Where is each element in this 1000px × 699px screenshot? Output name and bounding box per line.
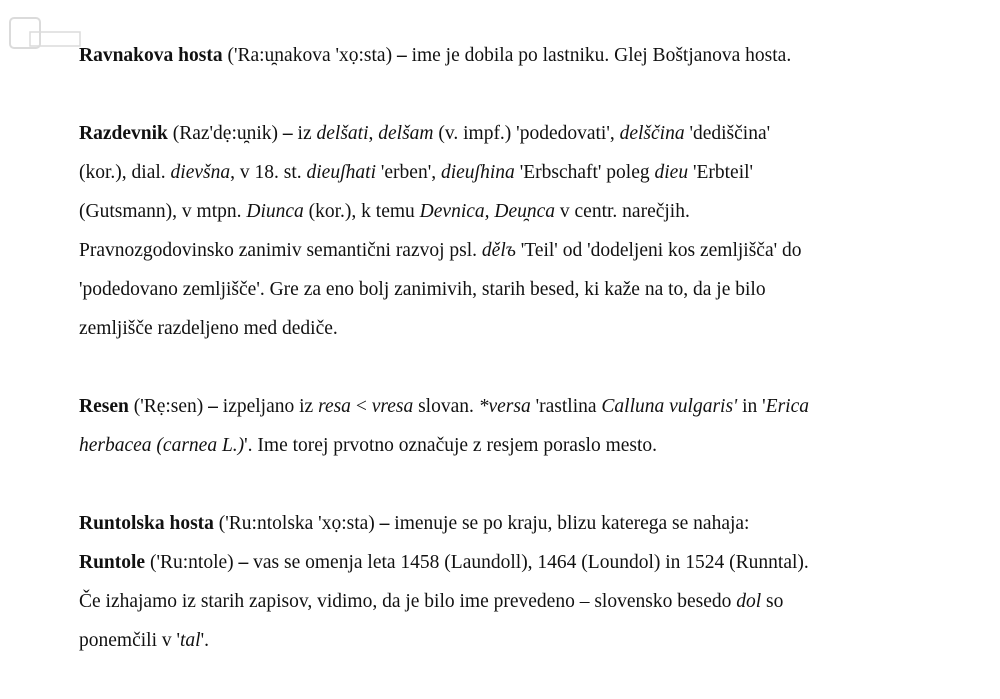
text-run: Pravnozgodovinsko zanimiv semantični razvoj psl. (79, 240, 482, 261)
text-run: 'Teil' od 'dodeljeni kos zemljišča' do (515, 240, 802, 261)
italic-text: delščina (619, 123, 685, 144)
text-run: imenuje se po kraju, blizu katerega se nahaja: (389, 513, 750, 534)
text-run: ime je dobila po lastniku. Glej Boštjanova hosta. (406, 45, 792, 66)
bold-text: – (238, 552, 249, 573)
text-run: (kor.), k temu (303, 201, 420, 222)
text-run: ('Rẹ:sen) (128, 396, 209, 417)
bold-text: Razdevnik (79, 123, 168, 144)
italic-text: dieu (654, 162, 689, 183)
text-run: (kor.), dial. (79, 162, 171, 183)
text-run: , (368, 123, 379, 144)
bold-text: Resen (79, 396, 129, 417)
italic-text: *versa (478, 396, 531, 417)
italic-text: herbacea (carnea L.) (79, 435, 245, 456)
italic-text: Diunca (246, 201, 304, 222)
text-run: ('Ru:ntole) (145, 552, 239, 573)
bold-text: Ravnakova hosta (79, 45, 223, 66)
text-run: so (761, 591, 784, 612)
italic-text: delšam (378, 123, 434, 144)
text-run: v centr. narečjih. (555, 201, 690, 222)
entry-line (79, 543, 959, 582)
text-run: 'dediščina' (684, 123, 771, 144)
text-run: 'rastlina (530, 396, 602, 417)
bold-text: – (282, 123, 293, 144)
text-run: vas se omenja leta 1458 (Laundoll), 1464 (Loundol) in 1524 (Runntal). (248, 552, 809, 573)
bold-text: – (379, 513, 390, 534)
dictionary-entry (79, 387, 959, 465)
text-run: (Gutsmann), v mtpn. (79, 201, 247, 222)
italic-text: vresa (371, 396, 414, 417)
text-run: (Raz'dẹ:u̯nik) (167, 123, 283, 144)
text-run: 'Erbschaft' poleg (514, 162, 655, 183)
bold-text: – (396, 45, 407, 66)
italic-text: dieuʃhati (306, 162, 376, 183)
italic-text: Calluna vulgaris' (601, 396, 738, 417)
bold-text: – (208, 396, 218, 417)
text-run: '. (200, 630, 209, 651)
italic-text: dieuʃhina (440, 162, 515, 183)
italic-text: dievšna (170, 162, 231, 183)
text-run: iz (292, 123, 317, 144)
text-run: zemljišče razdeljeno med dediče. (79, 318, 338, 339)
italic-text: resa (318, 396, 351, 417)
entry-line (79, 153, 959, 192)
italic-text: Devnica, Deu̯nca (419, 201, 556, 222)
text-run: slovan. (413, 396, 479, 417)
dictionary-entry (79, 114, 959, 348)
dictionary-entry (79, 504, 959, 660)
text-run: izpeljano iz (217, 396, 319, 417)
entry-line (79, 36, 959, 75)
text-run: ponemčili v ' (79, 630, 180, 651)
text-run: ('Ra:u̯nakova 'xọ:sta) (222, 45, 397, 66)
entry-line (79, 192, 959, 231)
entry-line (79, 114, 959, 153)
italic-text: delšati (316, 123, 369, 144)
text-run: , v 18. st. (230, 162, 307, 183)
text-run: 'Erbteil' (688, 162, 754, 183)
dictionary-entry (79, 36, 959, 75)
entry-line (79, 621, 959, 660)
entry-line (79, 309, 959, 348)
text-run: Če izhajamo iz starih zapisov, vidimo, da je bilo ime prevedeno – slovensko besedo (79, 591, 737, 612)
text-run: 'erben', (376, 162, 441, 183)
watermark-logo-icon (4, 10, 84, 56)
entry-line (79, 231, 959, 270)
bold-text: Runtole (79, 552, 146, 573)
italic-text: Erica (765, 396, 809, 417)
entry-line (79, 582, 959, 621)
italic-text: tal (180, 630, 201, 651)
text-run: ('Ru:ntolska 'xọ:sta) (213, 513, 380, 534)
text-run: (v. impf.) 'podedovati', (433, 123, 620, 144)
text-run: < (350, 396, 372, 417)
italic-text: dělъ (481, 240, 516, 261)
document-page (79, 36, 959, 699)
text-run: in ' (737, 396, 766, 417)
entry-line (79, 387, 959, 426)
entry-line (79, 426, 959, 465)
text-run: 'podedovano zemljišče'. Gre za eno bolj zanimivih, starih besed, ki kaže na to, da je bilo (79, 279, 766, 300)
italic-text: dol (736, 591, 762, 612)
text-run: '. Ime torej prvotno označuje z resjem poraslo mesto. (244, 435, 658, 456)
entry-line (79, 270, 959, 309)
entry-line (79, 504, 959, 543)
bold-text: Runtolska hosta (79, 513, 214, 534)
